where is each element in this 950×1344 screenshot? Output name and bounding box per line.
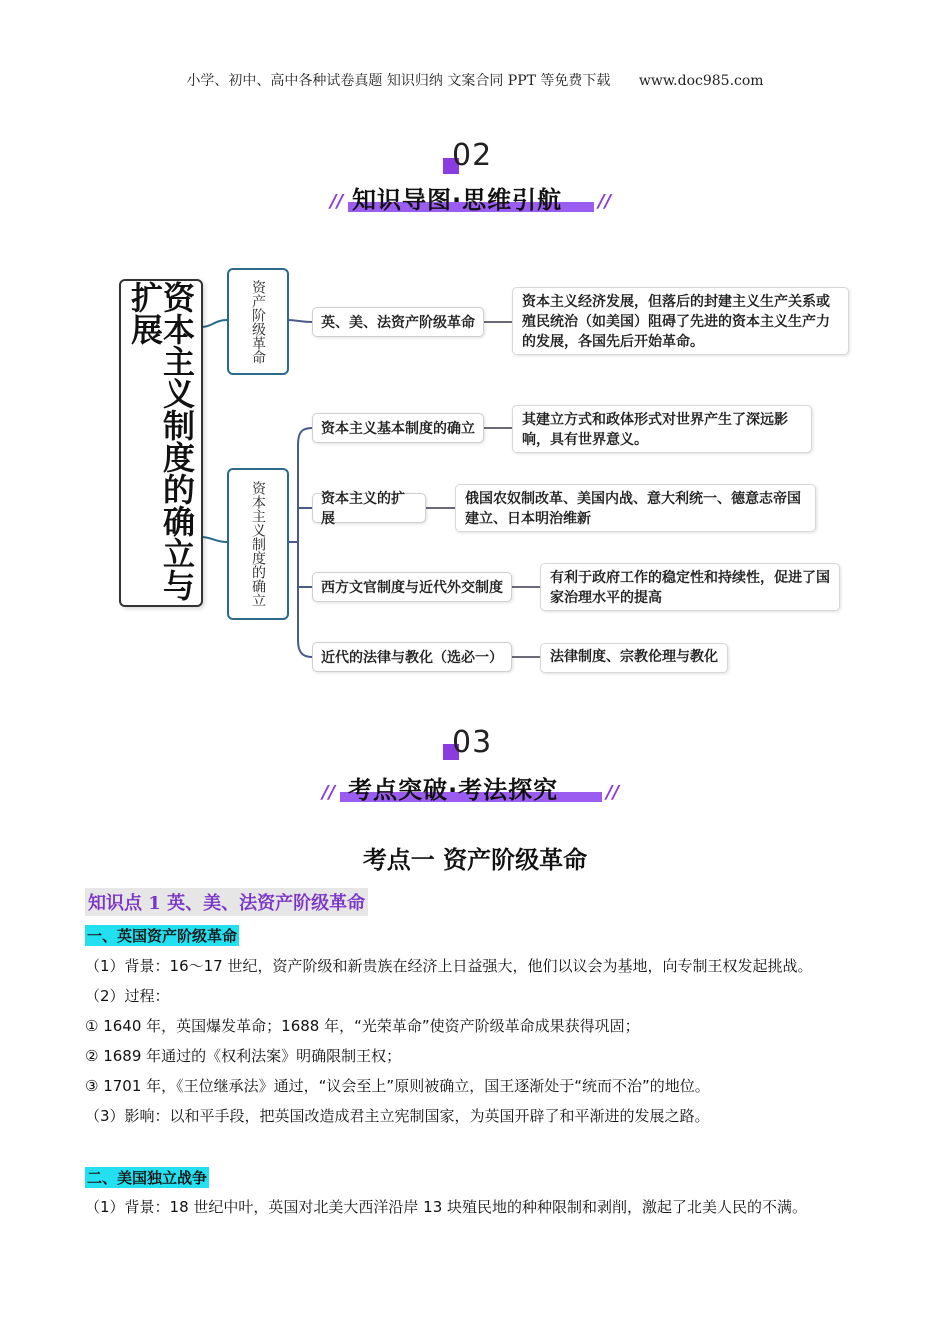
- mindmap-leaf: 其建立方式和政体形式对世界产生了深远影响，具有世界意义。: [512, 405, 812, 453]
- section-number: 03: [452, 725, 493, 760]
- header-url[interactable]: www.doc985.com: [638, 73, 764, 89]
- mindmap-leaf: 俄国农奴制改革、美国内战、意大利统一、德意志帝国建立、日本明治维新: [455, 484, 816, 532]
- text-line: （3）影响：以和平手段，把英国改造成君主立宪制国家，为英国开辟了和平渐进的发展之路。: [85, 1107, 710, 1125]
- text-line: ① 1640 年，英国爆发革命；1688 年，“光荣革命”使资产阶级革命成果获得巩固；: [85, 1017, 640, 1035]
- decor-slashes-right: //: [598, 191, 612, 212]
- part1-paragraph: [85, 951, 875, 1131]
- section-title: 知识导图·思维引航: [352, 186, 563, 214]
- knowledge-point-number: 1: [148, 893, 161, 914]
- branch-label: 资产阶级革命: [250, 279, 267, 364]
- mindmap-node: 西方文官制度与近代外交制度: [312, 572, 512, 602]
- mindmap-node: 英、美、法资产阶级革命: [312, 307, 484, 337]
- section-number: 02: [452, 138, 493, 173]
- part2-heading: 二、美国独立战争: [87, 1169, 208, 1187]
- mindmap-leaf: 资本主义经济发展，但落后的封建主义生产关系或殖民统治（如美国）阻碍了先进的资本主义生产力的发展，各国先后开始革命。: [512, 287, 849, 355]
- text-line: （1）背景：16～17 世纪，资产阶级和新贵族在经济上日益强大，他们以议会为基地，向专制王权发起挑战。: [85, 957, 813, 975]
- mindmap-leaf: 有利于政府工作的稳定性和持续性，促进了国家治理水平的提高: [540, 563, 840, 611]
- mindmap-branch-revolution: [227, 268, 289, 375]
- part1-heading: 一、英国资产阶级革命: [87, 927, 238, 945]
- mindmap-root-label: 资本主义制度的确立与扩展: [126, 281, 196, 601]
- knowledge-point-prefix: 知识点: [88, 893, 142, 914]
- mindmap-root: [119, 279, 203, 607]
- knowledge-point-heading: [85, 888, 368, 916]
- decor-slashes-left: //: [330, 191, 344, 212]
- branch-label: 资本主义制度的确立: [250, 481, 267, 607]
- text-line: ③ 1701 年，《王位继承法》通过，“议会至上”原则被确立，国王逐渐处于“统而不治”的地位。: [85, 1077, 710, 1095]
- header-text: 小学、初中、高中各种试卷真题 知识归纳 文案合同 PPT 等免费下载: [186, 73, 611, 89]
- exam-point-title: 考点一 资产阶级革命: [362, 846, 588, 874]
- part2-paragraph: [85, 1192, 885, 1222]
- decor-slashes-right: //: [606, 782, 620, 803]
- text-line: （1）背景：18 世纪中叶，英国对北美大西洋沿岸 13 块殖民地的种种限制和剥削，激起了北美人民的不满。: [85, 1198, 808, 1216]
- mindmap-leaf: 法律制度、宗教伦理与教化: [540, 643, 728, 673]
- text-line: ② 1689 年通过的《权利法案》明确限制王权；: [85, 1047, 402, 1065]
- mindmap-node: 资本主义的扩展: [312, 493, 426, 523]
- mindmap-node: 近代的法律与教化（选必一）: [312, 642, 512, 672]
- decor-slashes-left: //: [322, 782, 336, 803]
- knowledge-point-title: 英、美、法资产阶级革命: [167, 893, 366, 914]
- mindmap-branch-establishment: [227, 468, 289, 620]
- mindmap-node: 资本主义基本制度的确立: [312, 413, 484, 443]
- text-line: （2）过程：: [85, 987, 170, 1005]
- section-title: 考点突破·考法探究: [348, 776, 559, 804]
